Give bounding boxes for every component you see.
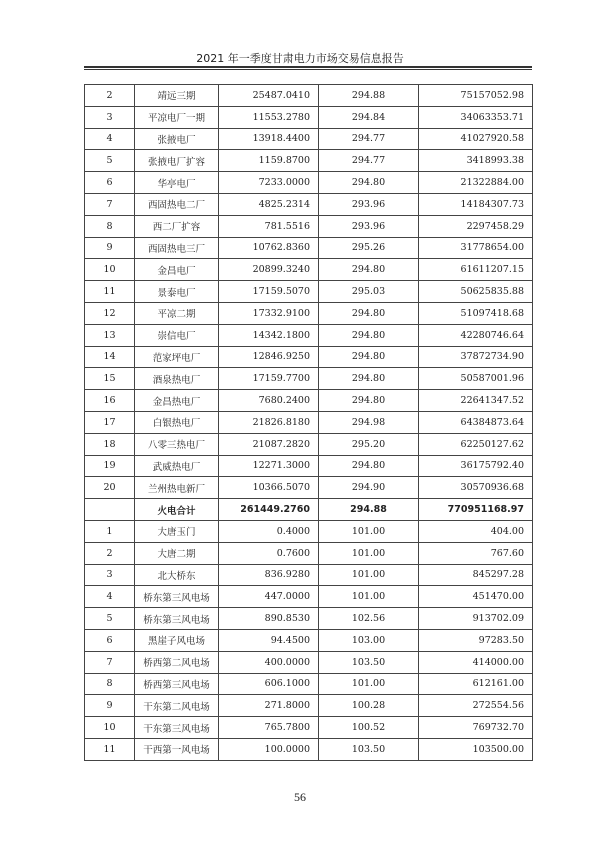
cell-amount: 767.60 bbox=[419, 542, 533, 564]
cell-index: 5 bbox=[85, 150, 135, 172]
cell-amount: 612161.00 bbox=[419, 673, 533, 695]
cell-amount: 64384873.64 bbox=[419, 411, 533, 433]
cell-quantity: 271.8000 bbox=[219, 695, 319, 717]
cell-price: 294.90 bbox=[319, 477, 419, 499]
cell-plant-name: 火电合计 bbox=[135, 499, 219, 521]
table-body bbox=[85, 85, 533, 761]
cell-amount: 97283.50 bbox=[419, 629, 533, 651]
table-row bbox=[85, 390, 533, 412]
cell-price: 293.96 bbox=[319, 215, 419, 237]
cell-index: 9 bbox=[85, 237, 135, 259]
cell-index: 4 bbox=[85, 128, 135, 150]
cell-price: 294.80 bbox=[319, 368, 419, 390]
cell-quantity: 13918.4400 bbox=[219, 128, 319, 150]
table-row bbox=[85, 368, 533, 390]
cell-plant-name: 平凉电厂一期 bbox=[135, 106, 219, 128]
cell-plant-name: 八零三热电厂 bbox=[135, 433, 219, 455]
page-header-title: 2021 年一季度甘肃电力市场交易信息报告 bbox=[196, 52, 404, 65]
table-row bbox=[85, 215, 533, 237]
header-rule-thick bbox=[84, 66, 532, 68]
table-row bbox=[85, 695, 533, 717]
cell-index: 9 bbox=[85, 695, 135, 717]
cell-index: 8 bbox=[85, 215, 135, 237]
cell-amount: 42280746.64 bbox=[419, 324, 533, 346]
cell-index: 17 bbox=[85, 411, 135, 433]
cell-plant-name: 酒泉热电厂 bbox=[135, 368, 219, 390]
cell-plant-name: 范家坪电厂 bbox=[135, 346, 219, 368]
table-row bbox=[85, 237, 533, 259]
table-row bbox=[85, 193, 533, 215]
cell-quantity: 0.7600 bbox=[219, 542, 319, 564]
cell-quantity: 21826.8180 bbox=[219, 411, 319, 433]
cell-price: 294.80 bbox=[319, 324, 419, 346]
cell-index bbox=[85, 499, 135, 521]
cell-plant-name: 武威热电厂 bbox=[135, 455, 219, 477]
cell-plant-name: 兰州热电新厂 bbox=[135, 477, 219, 499]
cell-price: 293.96 bbox=[319, 193, 419, 215]
cell-quantity: 261449.2760 bbox=[219, 499, 319, 521]
table-row bbox=[85, 608, 533, 630]
cell-plant-name: 桥西第三风电场 bbox=[135, 673, 219, 695]
cell-plant-name: 桥西第二风电场 bbox=[135, 651, 219, 673]
cell-amount: 451470.00 bbox=[419, 586, 533, 608]
cell-index: 10 bbox=[85, 717, 135, 739]
cell-index: 19 bbox=[85, 455, 135, 477]
cell-index: 6 bbox=[85, 172, 135, 194]
table-row bbox=[85, 106, 533, 128]
table-row-total bbox=[85, 499, 533, 521]
cell-amount: 30570936.68 bbox=[419, 477, 533, 499]
cell-amount: 404.00 bbox=[419, 520, 533, 542]
table-row bbox=[85, 673, 533, 695]
cell-quantity: 17332.9100 bbox=[219, 302, 319, 324]
table-row bbox=[85, 651, 533, 673]
cell-plant-name: 金昌电厂 bbox=[135, 259, 219, 281]
cell-index: 15 bbox=[85, 368, 135, 390]
cell-price: 103.50 bbox=[319, 738, 419, 760]
cell-price: 294.88 bbox=[319, 85, 419, 107]
cell-index: 20 bbox=[85, 477, 135, 499]
cell-amount: 414000.00 bbox=[419, 651, 533, 673]
cell-quantity: 606.1000 bbox=[219, 673, 319, 695]
table-row bbox=[85, 259, 533, 281]
page-number: 56 bbox=[294, 790, 306, 804]
cell-quantity: 100.0000 bbox=[219, 738, 319, 760]
cell-index: 13 bbox=[85, 324, 135, 346]
table-row bbox=[85, 411, 533, 433]
cell-index: 4 bbox=[85, 586, 135, 608]
table-row bbox=[85, 281, 533, 303]
cell-price: 294.80 bbox=[319, 346, 419, 368]
cell-index: 8 bbox=[85, 673, 135, 695]
cell-plant-name: 崇信电厂 bbox=[135, 324, 219, 346]
cell-quantity: 4825.2314 bbox=[219, 193, 319, 215]
cell-price: 103.00 bbox=[319, 629, 419, 651]
cell-price: 294.80 bbox=[319, 259, 419, 281]
table-row bbox=[85, 564, 533, 586]
cell-plant-name: 华亭电厂 bbox=[135, 172, 219, 194]
cell-quantity: 94.4500 bbox=[219, 629, 319, 651]
cell-amount: 50625835.88 bbox=[419, 281, 533, 303]
cell-plant-name: 平凉二期 bbox=[135, 302, 219, 324]
table-row bbox=[85, 302, 533, 324]
cell-quantity: 12846.9250 bbox=[219, 346, 319, 368]
cell-quantity: 7233.0000 bbox=[219, 172, 319, 194]
cell-plant-name: 大唐二期 bbox=[135, 542, 219, 564]
cell-quantity: 765.7800 bbox=[219, 717, 319, 739]
cell-quantity: 20899.3240 bbox=[219, 259, 319, 281]
cell-index: 7 bbox=[85, 651, 135, 673]
cell-price: 294.77 bbox=[319, 150, 419, 172]
cell-amount: 769732.70 bbox=[419, 717, 533, 739]
cell-price: 101.00 bbox=[319, 586, 419, 608]
cell-plant-name: 桥东第三风电场 bbox=[135, 586, 219, 608]
cell-index: 5 bbox=[85, 608, 135, 630]
cell-price: 294.80 bbox=[319, 302, 419, 324]
cell-quantity: 25487.0410 bbox=[219, 85, 319, 107]
table-row bbox=[85, 346, 533, 368]
cell-amount: 272554.56 bbox=[419, 695, 533, 717]
cell-index: 12 bbox=[85, 302, 135, 324]
table-row bbox=[85, 738, 533, 760]
cell-quantity: 1159.8700 bbox=[219, 150, 319, 172]
cell-amount: 41027920.58 bbox=[419, 128, 533, 150]
cell-index: 7 bbox=[85, 193, 135, 215]
cell-index: 16 bbox=[85, 390, 135, 412]
header-rule-thin bbox=[84, 69, 532, 70]
cell-index: 3 bbox=[85, 106, 135, 128]
table-row bbox=[85, 172, 533, 194]
cell-price: 295.03 bbox=[319, 281, 419, 303]
cell-amount: 2297458.29 bbox=[419, 215, 533, 237]
cell-index: 11 bbox=[85, 738, 135, 760]
cell-index: 2 bbox=[85, 542, 135, 564]
cell-price: 294.80 bbox=[319, 455, 419, 477]
table-row bbox=[85, 150, 533, 172]
cell-index: 1 bbox=[85, 520, 135, 542]
cell-index: 14 bbox=[85, 346, 135, 368]
cell-price: 295.20 bbox=[319, 433, 419, 455]
cell-quantity: 0.4000 bbox=[219, 520, 319, 542]
cell-amount: 62250127.62 bbox=[419, 433, 533, 455]
cell-plant-name: 西固热电三厂 bbox=[135, 237, 219, 259]
cell-amount: 22641347.52 bbox=[419, 390, 533, 412]
cell-plant-name: 桥东第三风电场 bbox=[135, 608, 219, 630]
cell-quantity: 17159.7700 bbox=[219, 368, 319, 390]
cell-price: 294.80 bbox=[319, 390, 419, 412]
cell-amount: 75157052.98 bbox=[419, 85, 533, 107]
cell-plant-name: 金昌热电厂 bbox=[135, 390, 219, 412]
trading-data-table bbox=[84, 84, 533, 761]
cell-plant-name: 白银热电厂 bbox=[135, 411, 219, 433]
cell-quantity: 10762.8360 bbox=[219, 237, 319, 259]
cell-amount: 31778654.00 bbox=[419, 237, 533, 259]
cell-amount: 913702.09 bbox=[419, 608, 533, 630]
table-row bbox=[85, 542, 533, 564]
cell-price: 101.00 bbox=[319, 673, 419, 695]
cell-quantity: 836.9280 bbox=[219, 564, 319, 586]
cell-amount: 50587001.96 bbox=[419, 368, 533, 390]
cell-quantity: 21087.2820 bbox=[219, 433, 319, 455]
cell-price: 295.26 bbox=[319, 237, 419, 259]
table-row bbox=[85, 520, 533, 542]
table-row bbox=[85, 629, 533, 651]
cell-quantity: 7680.2400 bbox=[219, 390, 319, 412]
cell-index: 10 bbox=[85, 259, 135, 281]
cell-plant-name: 西二厂扩容 bbox=[135, 215, 219, 237]
table-row bbox=[85, 433, 533, 455]
cell-quantity: 10366.5070 bbox=[219, 477, 319, 499]
cell-plant-name: 干西第一风电场 bbox=[135, 738, 219, 760]
cell-plant-name: 西固热电二厂 bbox=[135, 193, 219, 215]
cell-index: 18 bbox=[85, 433, 135, 455]
cell-quantity: 447.0000 bbox=[219, 586, 319, 608]
cell-index: 3 bbox=[85, 564, 135, 586]
cell-amount: 845297.28 bbox=[419, 564, 533, 586]
cell-amount: 770951168.97 bbox=[419, 499, 533, 521]
cell-plant-name: 张掖电厂扩容 bbox=[135, 150, 219, 172]
cell-amount: 3418993.38 bbox=[419, 150, 533, 172]
cell-amount: 36175792.40 bbox=[419, 455, 533, 477]
cell-quantity: 12271.3000 bbox=[219, 455, 319, 477]
cell-amount: 51097418.68 bbox=[419, 302, 533, 324]
table-row bbox=[85, 717, 533, 739]
table-row bbox=[85, 455, 533, 477]
cell-price: 294.98 bbox=[319, 411, 419, 433]
cell-quantity: 11553.2780 bbox=[219, 106, 319, 128]
table-row bbox=[85, 128, 533, 150]
cell-price: 101.00 bbox=[319, 520, 419, 542]
cell-price: 294.77 bbox=[319, 128, 419, 150]
cell-price: 101.00 bbox=[319, 564, 419, 586]
cell-plant-name: 靖远三期 bbox=[135, 85, 219, 107]
cell-plant-name: 张掖电厂 bbox=[135, 128, 219, 150]
cell-plant-name: 大唐玉门 bbox=[135, 520, 219, 542]
cell-plant-name: 干东第二风电场 bbox=[135, 695, 219, 717]
cell-quantity: 17159.5070 bbox=[219, 281, 319, 303]
cell-price: 100.28 bbox=[319, 695, 419, 717]
cell-amount: 14184307.73 bbox=[419, 193, 533, 215]
cell-plant-name: 干东第三风电场 bbox=[135, 717, 219, 739]
cell-quantity: 400.0000 bbox=[219, 651, 319, 673]
cell-quantity: 890.8530 bbox=[219, 608, 319, 630]
cell-price: 294.88 bbox=[319, 499, 419, 521]
cell-amount: 37872734.90 bbox=[419, 346, 533, 368]
table-row bbox=[85, 85, 533, 107]
table-row bbox=[85, 477, 533, 499]
cell-amount: 21322884.00 bbox=[419, 172, 533, 194]
table-row bbox=[85, 324, 533, 346]
cell-index: 11 bbox=[85, 281, 135, 303]
cell-index: 2 bbox=[85, 85, 135, 107]
cell-price: 101.00 bbox=[319, 542, 419, 564]
cell-plant-name: 北大桥东 bbox=[135, 564, 219, 586]
cell-price: 100.52 bbox=[319, 717, 419, 739]
table-row bbox=[85, 586, 533, 608]
cell-index: 6 bbox=[85, 629, 135, 651]
cell-price: 294.80 bbox=[319, 172, 419, 194]
cell-price: 294.84 bbox=[319, 106, 419, 128]
cell-plant-name: 黑崖子风电场 bbox=[135, 629, 219, 651]
cell-amount: 103500.00 bbox=[419, 738, 533, 760]
cell-price: 103.50 bbox=[319, 651, 419, 673]
cell-price: 102.56 bbox=[319, 608, 419, 630]
cell-amount: 34063353.71 bbox=[419, 106, 533, 128]
cell-amount: 61611207.15 bbox=[419, 259, 533, 281]
cell-plant-name: 景泰电厂 bbox=[135, 281, 219, 303]
cell-quantity: 781.5516 bbox=[219, 215, 319, 237]
cell-quantity: 14342.1800 bbox=[219, 324, 319, 346]
